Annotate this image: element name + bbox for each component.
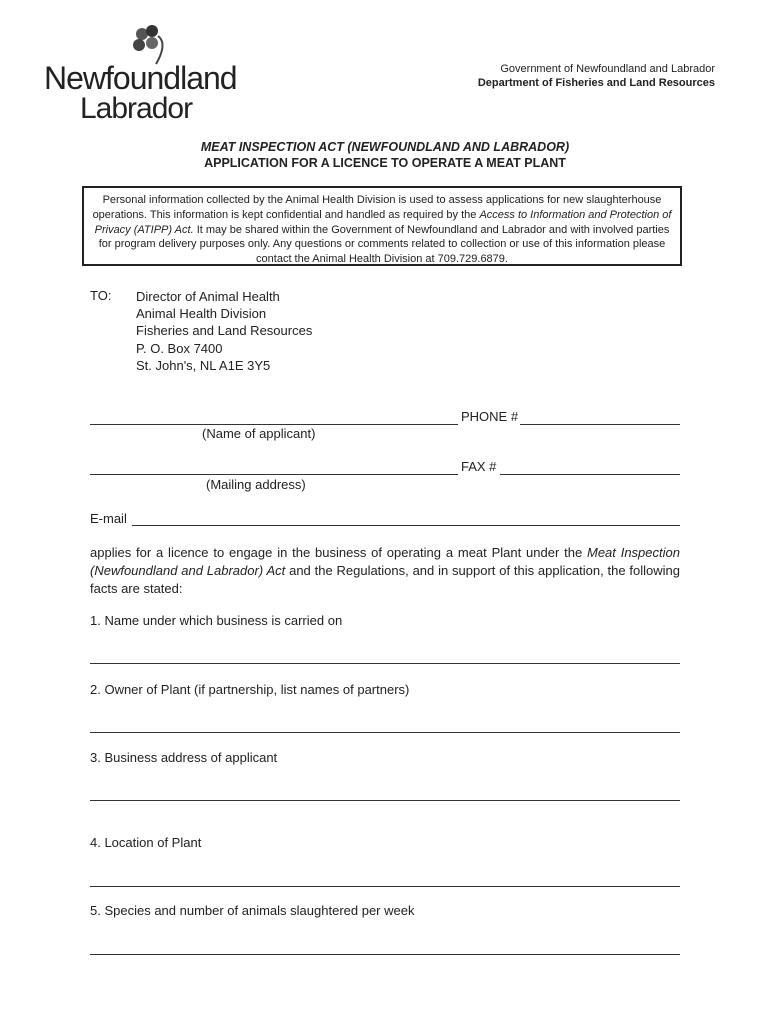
- address-caption: (Mailing address): [206, 477, 306, 492]
- application-statement: [90, 544, 680, 598]
- notice-text-1: Personal information collected by the Animal Health Division is used to assess applications for new slaughterhouse operations. This information is kept confidential and handled as required by the: [92, 194, 662, 221]
- statement-text-2: and the Regulations, and in support of this application, the following facts are stated:: [90, 563, 680, 596]
- applicant-name-field[interactable]: [90, 424, 458, 425]
- statement-act-name: Meat Inspection (Newfoundland and Labrador) Act: [90, 545, 680, 578]
- nl-logo: [44, 24, 244, 124]
- government-name: Government of Newfoundland and Labrador: [500, 63, 715, 75]
- answer-5-field[interactable]: [90, 954, 680, 955]
- act-title: MEAT INSPECTION ACT (NEWFOUNDLAND AND LABRADOR): [200, 140, 570, 154]
- address-line: Animal Health Division: [136, 306, 267, 322]
- address-line: Fisheries and Land Resources: [136, 323, 313, 339]
- email-field[interactable]: [132, 525, 680, 526]
- fax-field[interactable]: [500, 474, 680, 475]
- answer-4-field[interactable]: [90, 886, 680, 887]
- address-line: P. O. Box 7400: [136, 340, 223, 356]
- phone-field[interactable]: [520, 424, 680, 425]
- recipient-address: [136, 288, 312, 374]
- form-title: APPLICATION FOR A LICENCE TO OPERATE A MEAT PLANT: [204, 156, 566, 170]
- phone-label: PHONE #: [461, 409, 519, 424]
- address-line: St. John's, NL A1E 3Y5: [136, 357, 271, 373]
- question-1: 1. Name under which business is carried on: [90, 613, 343, 628]
- statement-text-1: applies for a licence to engage in the business of operating a meat Plant under the: [90, 545, 587, 560]
- question-3: 3. Business address of applicant: [90, 750, 278, 765]
- answer-2-field[interactable]: [90, 732, 680, 733]
- question-5: 5. Species and number of animals slaughtered per week: [90, 903, 415, 918]
- answer-3-field[interactable]: [90, 800, 680, 801]
- notice-text-2: It may be shared within the Government of Newfoundland and Labrador and with involved parties for program delivery purposes only. Any questions or comments related to collection or use of this information please contact the Animal Health Division at 709.729.6879.: [98, 223, 670, 266]
- name-caption: (Name of applicant): [202, 426, 316, 441]
- question-2: 2. Owner of Plant (if partnership, list names of partners): [90, 682, 410, 697]
- question-4: 4. Location of Plant: [90, 835, 202, 850]
- mailing-address-field[interactable]: [90, 474, 458, 475]
- logo-line2: Labrador: [80, 92, 193, 125]
- privacy-notice: [82, 186, 682, 266]
- answer-1-field[interactable]: [90, 663, 680, 664]
- logo-line1: Newfoundland: [44, 60, 237, 96]
- to-label: TO:: [90, 288, 112, 303]
- fax-label: FAX #: [461, 459, 497, 474]
- government-header: [478, 62, 715, 90]
- address-line: Director of Animal Health: [136, 289, 280, 304]
- notice-act-name: Access to Information and Protection of Privacy (ATIPP) Act.: [94, 208, 672, 236]
- department-name: Department of Fisheries and Land Resources: [477, 77, 715, 89]
- email-label: E-mail: [90, 511, 127, 526]
